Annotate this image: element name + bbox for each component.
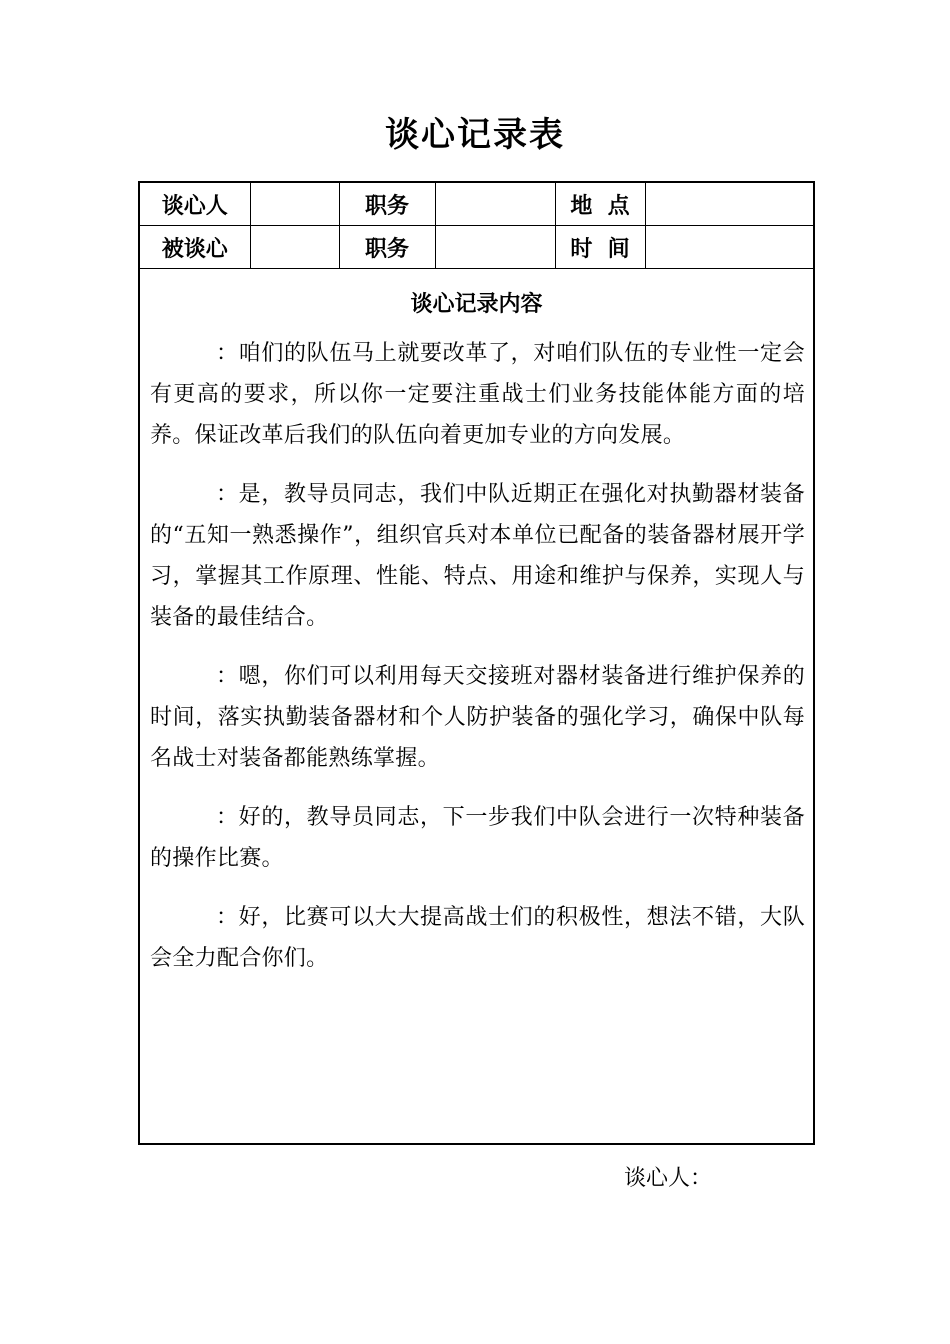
interviewer-position-field[interactable] (435, 183, 555, 226)
interviewee-position-field[interactable] (435, 226, 555, 269)
signer-label: 谈心人： (624, 1166, 713, 1191)
conversation-paragraph: ：好的，教导员同志，下一步我们中队会进行一次特种装备的操作比赛。 (150, 805, 805, 871)
conversation-paragraph: ：嗯，你们可以利用每天交接班对器材装备进行维护保养的时间，落实执勤装备器材和个人防护装备的强化学习，确保中队每名战士对装备都能熟练掌握。 (150, 664, 805, 771)
time-field[interactable] (645, 226, 813, 269)
content-heading: 谈心记录内容 (410, 291, 543, 317)
location-field[interactable] (645, 183, 813, 226)
conversation-paragraph: ：咱们的队伍马上就要改革了，对咱们队伍的专业性一定会有更高的要求，所以你一定要注重战士们业务技能体能方面的培养。保证改革后我们的队伍向着更加专业的方向发展。 (150, 341, 805, 448)
label-interviewer: 谈心人 (140, 183, 250, 226)
conversation-content (150, 333, 805, 997)
conversation-paragraph: ：好，比赛可以大大提高战士们的积极性，想法不错，大队会全力配合你们。 (150, 905, 805, 971)
info-table (140, 183, 813, 269)
interviewer-field[interactable] (250, 183, 339, 226)
label-position: 职务 (339, 183, 435, 226)
info-row-interviewee (140, 226, 813, 269)
info-row-interviewer (140, 183, 813, 226)
label-location: 地 点 (555, 183, 645, 226)
label-time: 时 间 (555, 226, 645, 269)
conversation-paragraph: ：是，教导员同志，我们中队近期正在强化对执勤器材装备的“五知一熟悉操作”，组织官兵对本单位已配备的装备器材展开学习，掌握其工作原理、性能、特点、用途和维护与保养，实现人与装备的最佳结合。 (150, 482, 805, 630)
label-position: 职务 (339, 226, 435, 269)
record-form (138, 181, 815, 1145)
document-title: 谈心记录表 (385, 115, 565, 155)
interviewee-field[interactable] (250, 226, 339, 269)
label-interviewee: 被谈心 (140, 226, 250, 269)
